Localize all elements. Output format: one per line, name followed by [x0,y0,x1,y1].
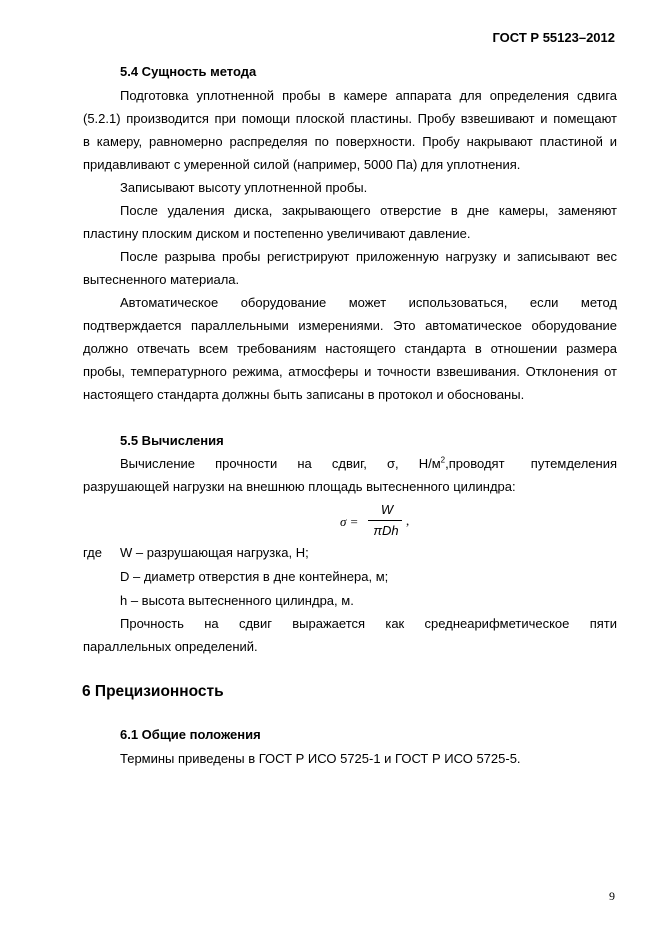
page-number: 9 [609,889,615,903]
paragraph-line: параллельных определений. [83,639,258,654]
where-label: где [83,545,102,560]
paragraph-line: После разрыва пробы регистрируют приложенную нагрузку и записывают вес [120,249,617,264]
paragraph-line: Подготовка уплотненной пробы в камере аппарата для определения сдвига [120,88,617,103]
document-code-header: ГОСТ Р 55123–2012 [492,30,615,45]
definition-line: W – разрушающая нагрузка, Н; [120,545,309,560]
section-5-4-heading: 5.4 Сущность метода [120,64,257,79]
paragraph-line: пробы, температурного режима, атмосферы и точности взвешивания. Отклонения от [83,364,617,379]
text-unit: $Н/м^2$, [418,455,449,471]
definition-line: h – высота вытесненного цилиндра, м. [120,593,354,608]
fraction-bar [368,520,402,521]
formula-numerator: W [380,502,394,517]
formula-denominator: πDh [373,523,399,538]
paragraph-line: Записывают высоту уплотненной пробы. [120,180,368,195]
paragraph-line: (5.2.1) производится при помощи плоской пластины. Пробу взвешивают и помещают [83,111,617,126]
paragraph-line: Термины приведены в ГОСТ Р ИСО 5725-1 и ГОСТ Р ИСО 5725-5. [120,751,521,766]
paragraph-line: разрушающей нагрузки на внешнюю площадь вытесненного цилиндра: [83,479,516,494]
paragraph-line: в камеру, равномерно распределяя по поверхности. Пробу накрывают пластиной и [83,134,617,149]
text-prochnosti: прочности [215,456,278,471]
text-putem: путем [530,456,567,471]
section-6-heading: 6 Прецизионность [82,683,224,700]
paragraph-line: подтверждается параллельными измерениями. Это автоматическое оборудование [83,318,617,333]
paragraph-line: пластину плоским диском и постепенно увеличивают давление. [83,226,471,241]
text-provodyat: проводят [448,456,505,471]
text-deleniya: деления [566,456,617,471]
text-na: на [297,456,312,471]
formula-tail: , [406,513,410,528]
text-vychislenie: Вычисление [120,456,196,471]
unit-exponent: 2 [440,455,446,465]
section-5-5-heading: 5.5 Вычисления [120,433,224,448]
definition-line: D – диаметр отверстия в дне контейнера, м; [120,569,389,584]
paragraph-line: Прочность на сдвиг выражается как среднеарифметическое пяти [120,616,617,631]
section-6-1-heading: 6.1 Общие положения [120,727,261,742]
paragraph-line [120,456,617,472]
paragraph-line: настоящего стандарта должны быть записаны в протокол и обоснованы. [83,387,525,402]
paragraph-line: придавливают с умеренной силой (например, 5000 Па) для уплотнения. [83,157,521,172]
formula-lhs: σ = [340,514,359,529]
paragraph-line: должно отвечать всем требованиям настоящего стандарта в отношении размера [83,341,617,356]
text-sdvig: сдвиг, [331,456,367,471]
shear-strength-formula [340,502,420,542]
paragraph-line: вытесненного материала. [83,272,240,287]
text-sigma: σ, [387,456,399,471]
paragraph-line: После удаления диска, закрывающего отверстие в дне камеры, заменяют [120,203,617,218]
paragraph-line: Автоматическое оборудование может использоваться, если метод [120,295,617,310]
